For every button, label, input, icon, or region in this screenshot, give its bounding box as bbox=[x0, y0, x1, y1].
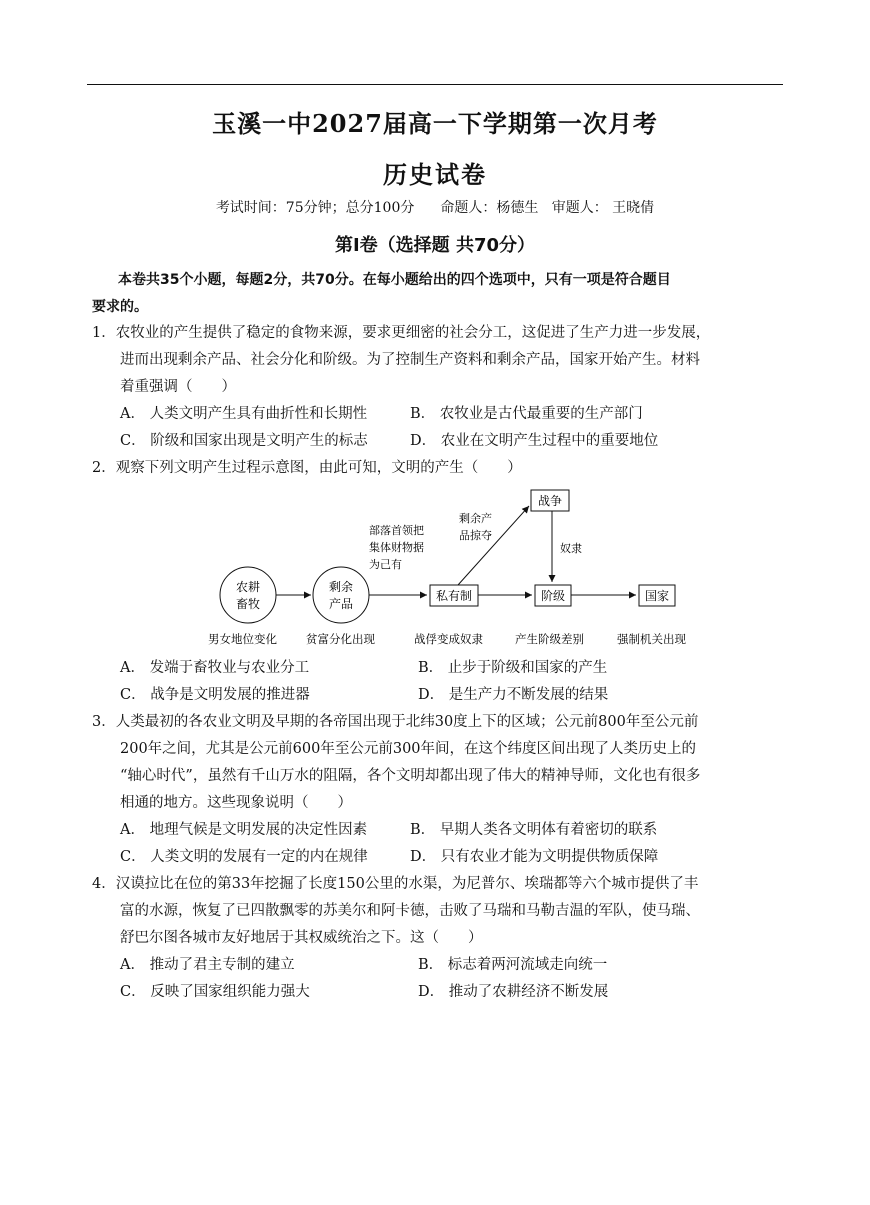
option-d[interactable]: D． 是生产力不断发展的结果 bbox=[418, 687, 609, 703]
question-number: 4． bbox=[92, 876, 116, 892]
section-instruction-line2: 要求的。 bbox=[92, 299, 148, 315]
question-text-line: 富的水源，恢复了已四散飘零的苏美尔和阿卡德，击败了马瑞和马勒吉温的军队，使马瑞、 bbox=[120, 903, 700, 919]
option-b[interactable]: B． 农牧业是古代最重要的生产部门 bbox=[410, 406, 643, 422]
exam-reviewer: 审题人： 王晓倩 bbox=[551, 200, 655, 216]
section-instruction-line1: 本卷共35个小题，每题2分，共70分。在每小题给出的四个选项中，只有一项是符合题目 bbox=[118, 272, 671, 288]
question-text-line: 汉谟拉比在位的第33年挖掘了长度150公里的水渠，为尼普尔、埃瑞都等六个城市提供了丰 bbox=[115, 876, 699, 892]
option-c[interactable]: C． 人类文明的发展有一定的内在规律 bbox=[120, 849, 368, 865]
exam-time: 考试时间：75分钟；总分100分 bbox=[215, 200, 415, 216]
exam-setter: 命题人：杨德生 bbox=[440, 200, 539, 216]
option-c[interactable]: C． 反映了国家组织能力强大 bbox=[120, 984, 310, 1000]
caption-2: 贫富分化出现 bbox=[306, 632, 375, 646]
option-d[interactable]: D． 农业在文明产生过程中的重要地位 bbox=[410, 433, 659, 449]
question-text-line: 相通的地方。这些现象说明（ ） bbox=[120, 795, 352, 811]
caption-1: 男女地位变化 bbox=[208, 632, 277, 646]
section-title: 第Ⅰ卷（选择题 共70分） bbox=[334, 235, 535, 256]
question-text-line: 农牧业的产生提供了稳定的食物来源，要求更细密的社会分工，这促进了生产力进一步发展， bbox=[115, 325, 711, 341]
caption-5: 强制机关出现 bbox=[617, 632, 686, 646]
question-text-line: 人类最初的各农业文明及早期的各帝国出现于北纬30度上下的区域；公元前800年至公元前 bbox=[115, 714, 699, 730]
question-text-line: 舒巴尔图各城市友好地居于其权威统治之下。这（ ） bbox=[120, 930, 483, 946]
subject-title: 历史试卷 bbox=[383, 160, 487, 189]
label-surplus-line1: 剩余产 bbox=[459, 512, 492, 525]
caption-3: 战俘变成奴隶 bbox=[414, 632, 483, 646]
question-text-line: “轴心时代”，虽然有千山万水的阻隔，各个文明却都出现了伟大的精神导师，文化也有很多 bbox=[120, 768, 701, 784]
option-b[interactable]: B． 止步于阶级和国家的产生 bbox=[418, 660, 608, 676]
option-d[interactable]: D． 推动了农耕经济不断发展 bbox=[418, 984, 609, 1000]
question-text-line: 着重强调（ ） bbox=[120, 379, 236, 395]
caption-4: 产生阶级差别 bbox=[515, 632, 584, 646]
question-number: 2． bbox=[92, 460, 116, 476]
label-chief-line3: 为己有 bbox=[369, 558, 402, 571]
circle-farming-line2: 畜牧 bbox=[235, 597, 261, 611]
box-private-label: 私有制 bbox=[435, 589, 473, 603]
circle-surplus-line2: 产品 bbox=[328, 597, 354, 611]
option-a[interactable]: A． 地理气候是文明发展的决定性因素 bbox=[120, 822, 368, 838]
label-surplus-line2: 品掠夺 bbox=[459, 529, 492, 542]
circle-surplus bbox=[313, 567, 369, 623]
question-3 bbox=[92, 709, 792, 817]
box-class-label: 阶级 bbox=[540, 589, 566, 603]
option-a[interactable]: A． 推动了君主专制的建立 bbox=[120, 957, 295, 973]
exam-title: 玉溪一中2027届高一下学期第一次月考 bbox=[212, 109, 658, 138]
question-number: 3． bbox=[92, 714, 116, 730]
label-chief-line1: 部落首领把 bbox=[369, 524, 424, 537]
question-text-line: 进而出现剩余产品、社会分化和阶级。为了控制生产资料和剩余产品，国家开始产生。材料 bbox=[120, 352, 700, 368]
option-a[interactable]: A． 人类文明产生具有曲折性和长期性 bbox=[120, 406, 368, 422]
question-number: 1． bbox=[92, 325, 116, 341]
option-c[interactable]: C． 阶级和国家出现是文明产生的标志 bbox=[120, 433, 368, 449]
option-b[interactable]: B． 早期人类各文明体有着密切的联系 bbox=[410, 822, 658, 838]
option-d[interactable]: D． 只有农业才能为文明提供物质保障 bbox=[410, 849, 659, 865]
box-state-label: 国家 bbox=[644, 589, 670, 603]
box-war-label: 战争 bbox=[537, 494, 563, 508]
option-b[interactable]: B． 标志着两河流域走向统一 bbox=[418, 957, 608, 973]
question-text-line: 观察下列文明产生过程示意图，由此可知，文明的产生（ ） bbox=[115, 460, 522, 476]
label-slave: 奴隶 bbox=[560, 542, 582, 555]
question-text-line: 200年之间，尤其是公元前600年至公元前300年间，在这个纬度区间出现了人类历史上的 bbox=[120, 741, 697, 757]
circle-farming-line1: 农耕 bbox=[235, 580, 261, 594]
circle-farming bbox=[220, 567, 276, 623]
option-c[interactable]: C． 战争是文明发展的推进器 bbox=[120, 687, 310, 703]
circle-surplus-line1: 剩余 bbox=[328, 580, 354, 594]
label-chief-line2: 集体财物据 bbox=[369, 541, 424, 554]
question-4 bbox=[92, 871, 792, 952]
option-a[interactable]: A． 发端于畜牧业与农业分工 bbox=[120, 660, 310, 676]
